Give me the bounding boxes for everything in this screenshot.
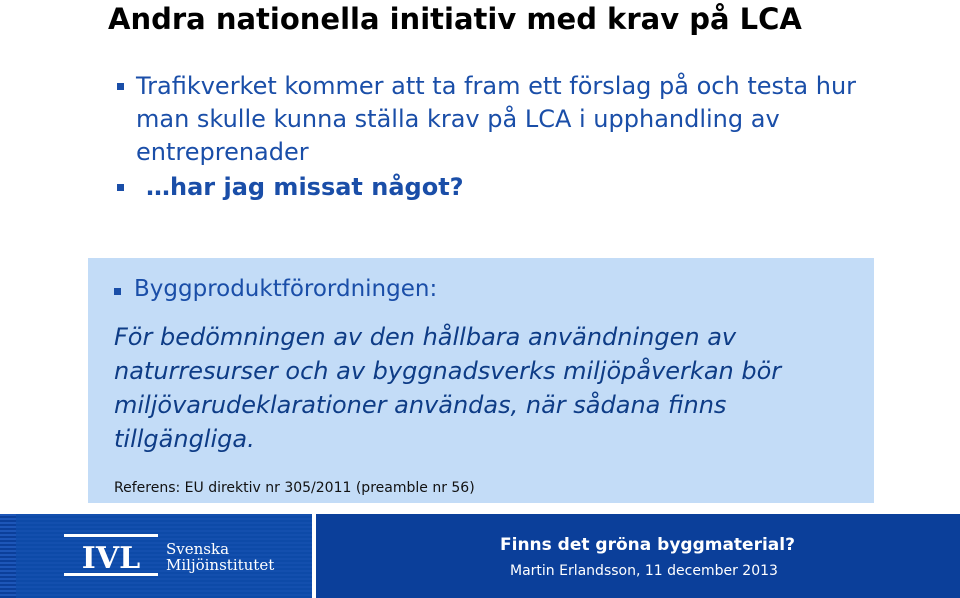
footer-subtitle: Martin Erlandsson, 11 december 2013	[510, 563, 778, 579]
box-bullet	[112, 276, 437, 302]
slide-title: Andra nationella initiativ med krav på LCA	[108, 2, 802, 36]
square-bullet-icon	[117, 83, 124, 90]
square-bullet-icon	[114, 288, 121, 295]
logo-line-2: Miljöinstitutet	[166, 556, 275, 574]
quote-text: För bedömningen av den hållbara användningen av naturresurser och av byggnadsverks miljöpåverkan bör miljövarudeklarationer användas, när sådana finns tillgängliga.	[114, 323, 782, 453]
quote-box	[88, 258, 874, 503]
footer-divider	[312, 514, 316, 598]
logo-text	[166, 541, 274, 573]
footer-stripe	[0, 514, 16, 598]
bullet-item	[112, 171, 872, 204]
logo-panel	[16, 514, 312, 598]
bullet-list	[112, 70, 872, 204]
footer-bar	[0, 514, 960, 598]
square-bullet-icon	[117, 184, 124, 191]
bullet-text: Trafikverket kommer att ta fram ett förslag på och testa hur man skulle kunna ställa krav på LCA i upphandling av entreprenader	[136, 72, 857, 166]
logo-line-1: Svenska	[166, 540, 230, 558]
ivl-logo-icon	[64, 532, 158, 578]
footer-title: Finns det gröna byggmaterial?	[500, 535, 795, 555]
box-bullet-text: Byggproduktförordningen:	[134, 276, 438, 302]
reference-text: Referens: EU direktiv nr 305/2011 (preamble nr 56)	[114, 480, 475, 496]
bullet-text: …har jag missat något?	[146, 173, 464, 201]
bullet-item	[112, 70, 872, 169]
logo-mark-text: IVL	[81, 541, 141, 576]
